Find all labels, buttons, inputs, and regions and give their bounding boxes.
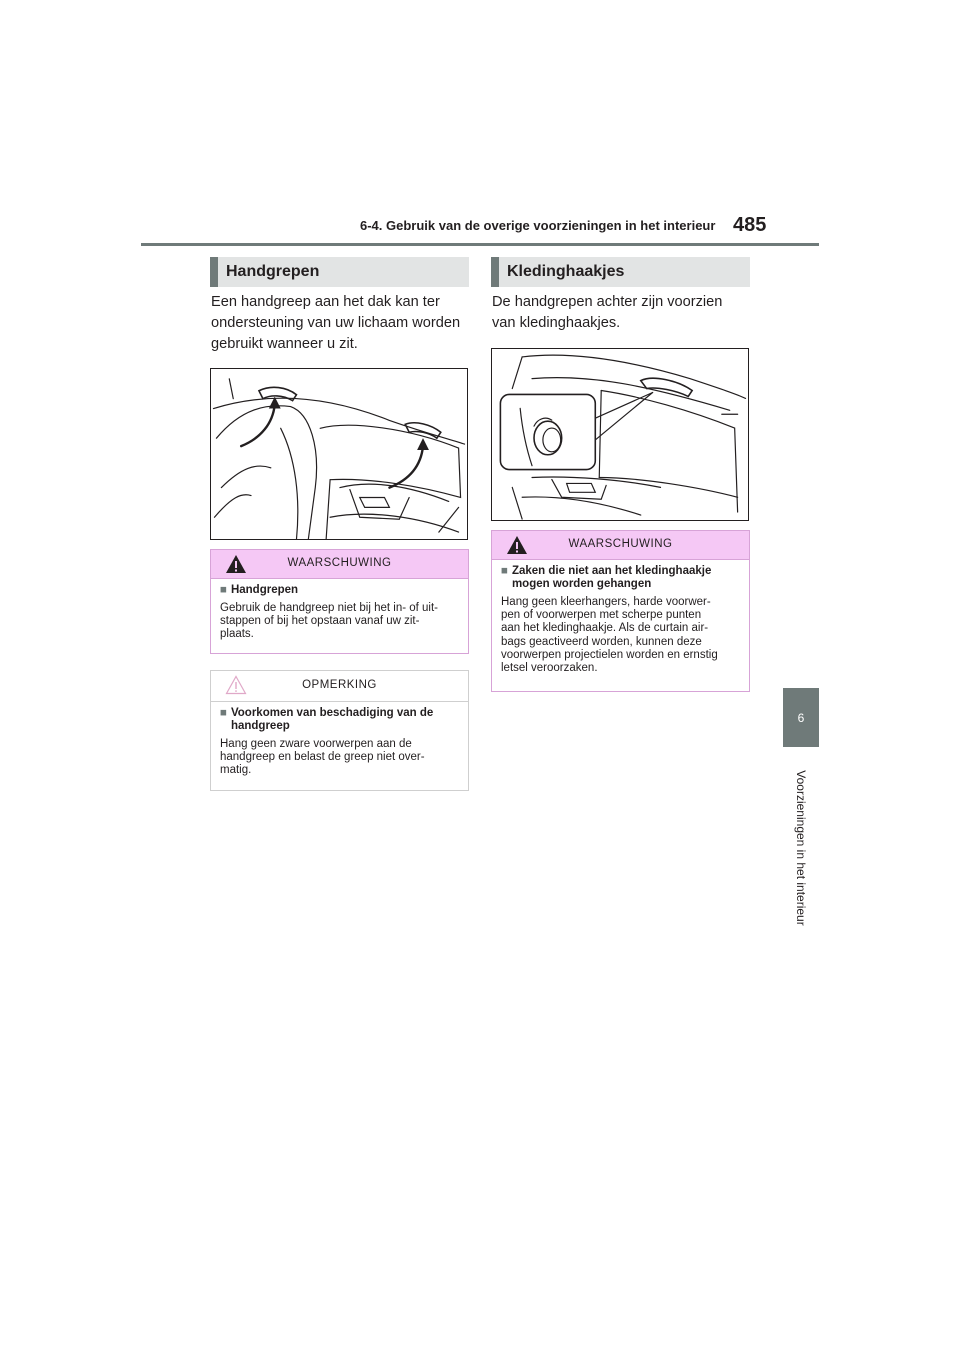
warning-text-line: stappen of bij het opstaan vanaf uw zit- bbox=[220, 615, 420, 628]
chapter-label: Voorzieningen in het interieur bbox=[794, 770, 808, 926]
warning-text-line: pen of voorwerpen met scherpe punten bbox=[501, 609, 702, 622]
section-heading-text: Handgrepen bbox=[226, 263, 320, 280]
warning-box-kledinghaakjes bbox=[491, 530, 750, 692]
warning-body bbox=[492, 560, 749, 681]
warning-text-line: Hang geen kleerhangers, harde voorwer- bbox=[501, 596, 711, 608]
body-line: ondersteuning van uw lichaam worden bbox=[211, 315, 461, 331]
note-box-opmerking bbox=[210, 670, 469, 791]
warning-text-line: voorwerpen projectielen worden en ernstig bbox=[501, 648, 718, 661]
note-text-line: matig. bbox=[220, 764, 252, 777]
warning-triangle-icon bbox=[506, 535, 528, 555]
warning-text-line: Gebruik de handgreep niet bij het in- of uit- bbox=[220, 602, 438, 614]
warning-subhead bbox=[220, 584, 460, 597]
section-heading-text: Kledinghaakjes bbox=[507, 263, 625, 280]
note-subhead-text: Voorkomen van beschadiging van de handgreep bbox=[230, 707, 434, 732]
warning-subhead bbox=[501, 565, 741, 591]
coat-hooks-drawing bbox=[492, 349, 748, 520]
body-line: van kledinghaakjes. bbox=[492, 315, 621, 331]
note-subhead bbox=[220, 707, 460, 733]
warning-text-line: letsel veroorzaken. bbox=[501, 662, 598, 675]
body-line: Een handgreep aan het dak kan ter bbox=[211, 294, 440, 310]
body-line: gebruikt wanneer u zit. bbox=[211, 336, 358, 352]
running-header-title: 6-4. Gebruik van de overige voorzieningen in het interieur bbox=[360, 218, 716, 233]
note-body bbox=[211, 702, 468, 784]
warning-text bbox=[220, 602, 460, 642]
section-heading-kledinghaakjes bbox=[491, 257, 750, 287]
warning-label: WAARSCHUWING bbox=[568, 538, 673, 551]
warning-body bbox=[211, 579, 468, 648]
page-number: 485 bbox=[733, 214, 767, 236]
warning-triangle-icon bbox=[225, 554, 247, 574]
bullet-square-icon: ■ bbox=[501, 565, 508, 577]
grab-handles-drawing bbox=[211, 369, 467, 539]
warning-header bbox=[492, 531, 749, 560]
caution-outline-triangle-icon bbox=[225, 675, 247, 695]
warning-header bbox=[211, 550, 468, 579]
warning-subhead-text: Zaken die niet aan het kledinghaakje mogen worden gehangen bbox=[511, 565, 712, 590]
illustration-coat-hooks bbox=[491, 348, 749, 521]
bullet-square-icon: ■ bbox=[220, 584, 227, 596]
body-line: De handgrepen achter zijn voorzien bbox=[492, 294, 723, 310]
section-heading-handgrepen bbox=[210, 257, 469, 287]
note-text-line: handgreep en belast de greep niet over- bbox=[220, 751, 425, 764]
illustration-roof-grab-handles bbox=[210, 368, 468, 540]
right-body-text bbox=[492, 292, 754, 334]
header-rule bbox=[141, 243, 819, 246]
bullet-square-icon: ■ bbox=[220, 707, 227, 719]
warning-text-line: bags geactiveerd worden, kunnen deze bbox=[501, 635, 702, 648]
warning-text-line: aan het kledinghaakje. Als de curtain air- bbox=[501, 622, 709, 635]
warning-text-line: plaats. bbox=[220, 628, 254, 641]
warning-subhead-text: Handgrepen bbox=[230, 584, 299, 596]
chapter-tab bbox=[783, 688, 819, 747]
left-body-text bbox=[211, 292, 473, 355]
note-text-line: Hang geen zware voorwerpen aan de bbox=[220, 738, 412, 750]
note-label: OPMERKING bbox=[302, 679, 377, 692]
note-header bbox=[211, 671, 468, 702]
note-text bbox=[220, 738, 460, 778]
warning-box-handgrepen bbox=[210, 549, 469, 654]
warning-label: WAARSCHUWING bbox=[287, 557, 392, 570]
chapter-number: 6 bbox=[797, 710, 805, 725]
warning-text bbox=[501, 596, 741, 675]
